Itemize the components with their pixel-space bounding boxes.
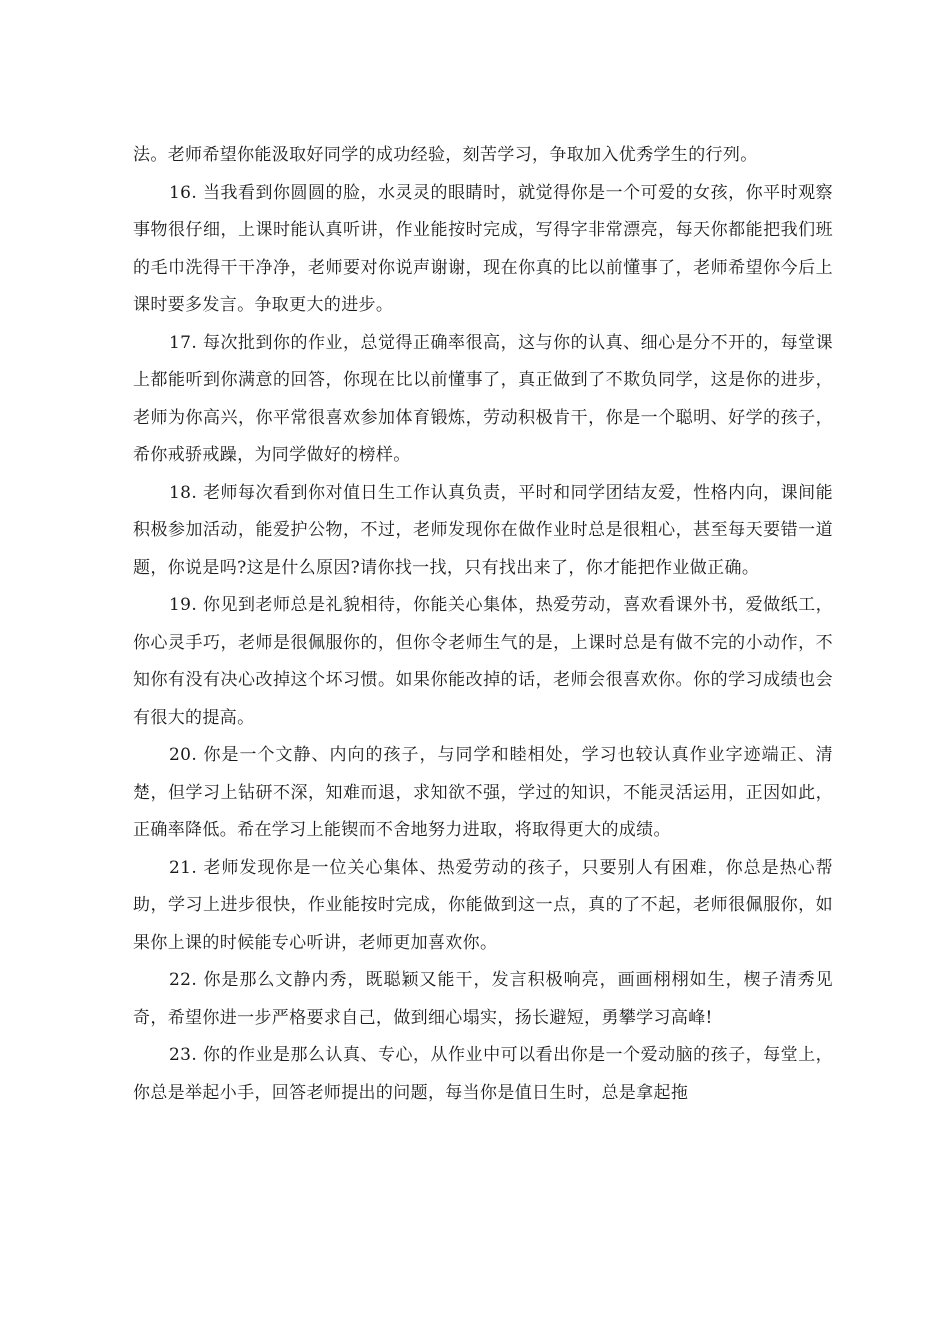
paragraph-19: 19. 你见到老师总是礼貌相待，你能关心集体，热爱劳动，喜欢看课外书，爱做纸工，你心灵手巧，老师是很佩服你的，但你令老师生气的是，上课时总是有做不完的小动作，不知你有没有决心改掉这个坏习惯。如果你能改掉的话，老师会很喜欢你。你的学习成绩也会有很大的提高。	[133, 595, 833, 728]
paragraph-20: 20. 你是一个文静、内向的孩子，与同学和睦相处，学习也较认真作业字迹端正、清楚，但学习上钻研不深，知难而退，求知欲不强，学过的知识，不能灵活运用，正因如此，正确率降低。希在学习上能锲而不舍地努力进取，将取得更大的成绩。	[133, 745, 833, 840]
paragraph-21: 21. 老师发现你是一位关心集体、热爱劳动的孩子，只要别人有困难，你总是热心帮助，学习上进步很快，作业能按时完成，你能做到这一点，真的了不起，老师很佩服你，如果你上课的时候能专心听讲，老师更加喜欢你。	[133, 857, 833, 953]
paragraph-16: 16. 当我看到你圆圆的脸，水灵灵的眼睛时，就觉得你是一个可爱的女孩，你平时观察事物很仔细，上课时能认真听讲，作业能按时完成，写得字非常漂亮，每天你都能把我们班的毛巾洗得干干净净，老师要对你说声谢谢，现在你真的比以前懂事了，老师希望你今后上课时要多发言。争取更大的进步。	[133, 182, 833, 315]
document-body	[133, 137, 833, 1112]
paragraph-23: 23. 你的作业是那么认真、专心，从作业中可以看出你是一个爱动脑的孩子，每堂上，你总是举起小手，回答老师提出的问题，每当你是值日生时，总是拿起拖	[133, 1045, 833, 1103]
paragraph-18: 18. 老师每次看到你对值日生工作认真负责，平时和同学团结友爱，性格内向，课间能积极参加活动，能爱护公物，不过，老师发现你在做作业时总是很粗心，甚至每天要错一道题，你说是吗?这是什么原因?请你找一找，只有找出来了，你才能把作业做正确。	[133, 482, 833, 578]
paragraph-continued: 法。老师希望你能汲取好同学的成功经验，刻苦学习，争取加入优秀学生的行列。	[133, 145, 758, 165]
paragraph-22: 22. 你是那么文静内秀，既聪颖又能干，发言积极响亮，画画栩栩如生，楔子清秀见奇，希望你进一步严格要求自己，做到细心塌实，扬长避短，勇攀学习高峰!	[133, 970, 833, 1028]
paragraph-17: 17. 每次批到你的作业，总觉得正确率很高，这与你的认真、细心是分不开的，每堂课上都能听到你满意的回答，你现在比以前懂事了，真正做到了不欺负同学，这是你的进步，老师为你高兴，你平常很喜欢参加体育锻炼，劳动积极肯干，你是一个聪明、好学的孩子，希你戒骄戒躁，为同学做好的榜样。	[133, 332, 833, 465]
